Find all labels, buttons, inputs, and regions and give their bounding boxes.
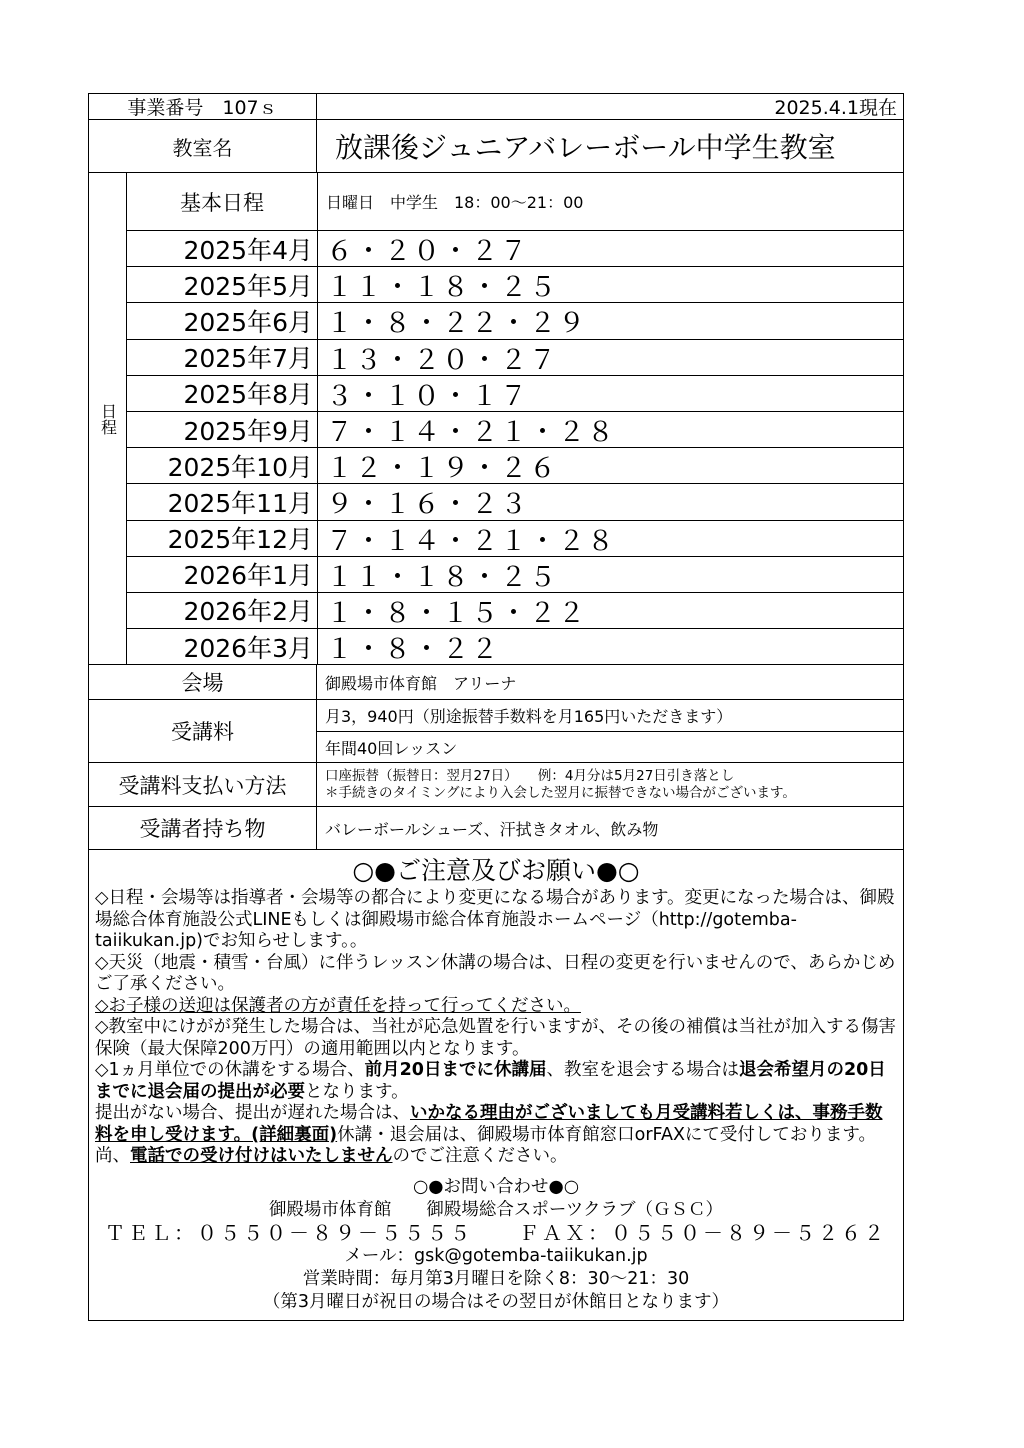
payment-value [317, 763, 903, 806]
note-suspension-e: となります。 [305, 1081, 409, 1102]
fee-label: 受講料 [89, 700, 317, 762]
payment-label: 受講料支払い方法 [89, 763, 317, 806]
note-no-phone: 電話での受け付けはいたしません [130, 1146, 393, 1167]
month-days: １２・１９・２６ [326, 453, 558, 485]
contact-hours: 営業時間：毎月第3月曜日を除く8：30～21：30 [302, 1268, 690, 1289]
note-suspension-deadline: 前月20日までに休講届 [364, 1060, 547, 1081]
fee-values [317, 700, 903, 762]
note-suspension-a: ◇1ヵ月単位での休講をする場合、 [95, 1060, 365, 1081]
basic-schedule-row [127, 173, 903, 231]
month-label: 2025年11月 [127, 484, 318, 519]
month-label: 2025年4月 [127, 231, 318, 266]
note-disaster: ◇天災（地震・積雪・台風）に伴うレッスン休講の場合は、日程の変更を行いませんので、あらかじめご了承ください。 [95, 952, 896, 995]
month-days: ７・１４・２１・２８ [326, 417, 616, 449]
month-label: 2026年2月 [127, 593, 318, 628]
classroom-name: 放課後ジュニアバレーボール中学生教室 [335, 131, 836, 164]
notes-title: ○●ご注意及びお願い●○ [352, 856, 640, 886]
schedule-table [127, 173, 903, 664]
month-row [127, 448, 903, 484]
note-injury: ◇教室中にけがが発生した場合は、当社が応急処置を行いますが、その後の補償は当社が加入する傷害保険（最大保障200万円）の適用範囲以内となります。 [95, 1017, 896, 1059]
month-label: 2025年12月 [127, 521, 318, 556]
month-row [127, 557, 903, 593]
month-row [127, 521, 903, 557]
month-days: １１・１８・２５ [326, 561, 558, 593]
contact-block [95, 1176, 897, 1314]
header-row [89, 94, 903, 120]
month-row [127, 412, 903, 448]
month-label: 2025年5月 [127, 267, 318, 302]
month-row [127, 593, 903, 629]
month-days: １・８・１５・２２ [326, 597, 587, 629]
basic-schedule-value: 日曜日 中学生 18：00～21：00 [326, 193, 584, 212]
month-row [127, 267, 903, 303]
note-withdraw-deadline: 退会希望月の20日までに退会届の提出が必要 [95, 1060, 886, 1102]
classroom-label: 教室名 [89, 120, 317, 172]
month-label: 2025年9月 [127, 412, 318, 447]
note-pickup: ◇お子様の送迎は保護者の方が責任を持って行ってください。 [95, 995, 581, 1016]
month-days: ７・１４・２１・２８ [326, 525, 616, 557]
month-label: 2026年1月 [127, 557, 318, 592]
fee-row [89, 700, 903, 763]
month-days: ９・１６・２３ [326, 489, 529, 521]
month-days: １１・１８・２５ [326, 272, 558, 304]
month-row [127, 376, 903, 412]
contact-title: ○●お問い合わせ●○ [412, 1176, 580, 1197]
month-days: １３・２０・２７ [326, 344, 558, 376]
month-days: １・８・２２・２９ [326, 308, 587, 340]
belongings-value: バレーボールシューズ、汗拭きタオル、飲み物 [325, 819, 659, 839]
month-row [127, 303, 903, 339]
program-number: 事業番号 107ｓ [89, 94, 317, 119]
month-label: 2025年7月 [127, 340, 318, 375]
month-row [127, 340, 903, 376]
month-row [127, 629, 903, 664]
month-row [127, 484, 903, 520]
note-late-c: 休講・退会届は、御殿場市体育館窓口orFAXにて受付しております。尚、 [95, 1124, 877, 1167]
venue-value: 御殿場市体育館 アリーナ [325, 673, 517, 693]
note-late-submission [95, 1103, 897, 1168]
payment-row [89, 763, 903, 807]
note-schedule-change: ◇日程・会場等は指導者・会場等の都合により変更になる場合があります。変更になった場合は、御殿場総合体育施設公式LINEもしくは御殿場市総合体育施設ホームページ（http://gotemba-taiikukan.jp)でお知らせします。。 [95, 888, 895, 952]
contact-org: 御殿場市体育館 御殿場総合スポーツクラブ（ＧＳＣ） [268, 1199, 724, 1220]
note-suspension [95, 1060, 897, 1103]
note-late-e: のでご注意ください。 [392, 1146, 568, 1167]
payment-line-1: 口座振替（振替日：翌月27日） 例：4月分は5月27日引き落とし [325, 767, 735, 784]
basic-schedule-label: 基本日程 [127, 173, 318, 230]
classroom-row [89, 120, 903, 173]
as-of-date: 2025.4.1現在 [774, 97, 897, 119]
venue-label: 会場 [89, 665, 317, 699]
month-row [127, 231, 903, 267]
month-label: 2026年3月 [127, 629, 318, 664]
schedule-sheet [88, 93, 904, 1321]
note-late-fee: いかなる理由がございましても月受講料若しくは、事務手数料を申し受けます。(詳細裏面) [95, 1103, 883, 1145]
contact-holiday: （第3月曜日が祝日の場合はその翌日が休館日となります） [262, 1291, 730, 1312]
fee-monthly: 月3，940円（別途振替手数料を月165円いただきます） [317, 700, 903, 732]
note-late-a: 提出がない場合、提出が遅れた場合は、 [95, 1103, 410, 1124]
month-label: 2025年8月 [127, 376, 318, 411]
contact-email: メール：gsk@gotemba-taiikukan.jp [344, 1245, 648, 1266]
belongings-label: 受講者持ち物 [89, 807, 317, 849]
note-suspension-c: 、教室を退会する場合は [546, 1060, 739, 1081]
month-days: ６・２０・２７ [326, 236, 529, 268]
schedule-section-label: 日程 [89, 173, 127, 664]
fee-annual: 年間40回レッスン [325, 738, 458, 758]
venue-row [89, 665, 903, 700]
contact-phone-fax: ＴＥＬ：０５５０－８９－５５５５ ＦＡＸ：０５５０－８９－５２６２ [105, 1220, 887, 1245]
month-label: 2025年10月 [127, 448, 318, 483]
month-days: １・８・２２ [326, 634, 500, 666]
month-label: 2025年6月 [127, 303, 318, 338]
schedule-section [89, 173, 903, 665]
payment-line-2: ＊手続きのタイミングにより入会した翌月に振替できない場合がございます。 [325, 784, 796, 801]
belongings-row [89, 807, 903, 850]
month-days: ３・１０・１７ [326, 380, 529, 412]
notes-section [89, 850, 903, 1320]
